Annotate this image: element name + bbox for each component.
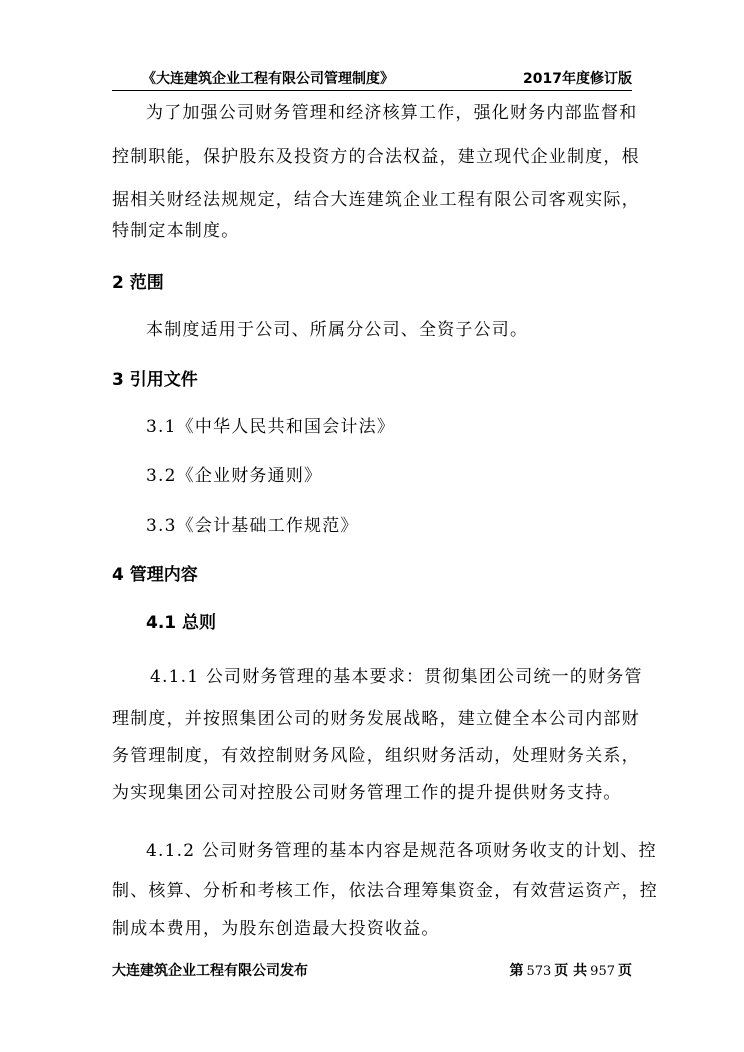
publisher: 大连建筑企业工程有限公司发布 bbox=[112, 963, 308, 979]
reference-item-2: 3.2《企业财务通则》 bbox=[146, 466, 323, 486]
section-2-heading: 2 范围 bbox=[112, 273, 164, 293]
total-pages: 957 bbox=[590, 964, 615, 979]
section-3-heading: 3 引用文件 bbox=[112, 370, 198, 390]
subsection-4-1-heading: 4.1 总则 bbox=[146, 613, 217, 633]
section-4-heading: 4 管理内容 bbox=[112, 565, 198, 585]
p412-line-1: 4.1.2 公司财务管理的基本内容是规范各项财务收支的计划、控 bbox=[146, 841, 657, 861]
page-prefix: 第 bbox=[509, 963, 524, 979]
section-2-text: 本制度适用于公司、所属分公司、全资子公司。 bbox=[146, 320, 529, 340]
p411-line-1: 4.1.1 公司财务管理的基本要求：贯彻集团公司统一的财务管 bbox=[150, 667, 643, 687]
reference-item-3: 3.3《会计基础工作规范》 bbox=[146, 516, 359, 536]
document-title: 《大连建筑企业工程有限公司管理制度》 bbox=[142, 71, 394, 87]
page-mid: 页 共 bbox=[554, 963, 588, 979]
reference-item-1: 3.1《中华人民共和国会计法》 bbox=[146, 417, 396, 437]
p411-line-3: 务管理制度，有效控制财务风险，组织财务活动，处理财务关系， bbox=[112, 746, 640, 766]
page-counter bbox=[509, 960, 632, 980]
page-number: 573 bbox=[526, 964, 552, 979]
page-suffix: 页 bbox=[618, 963, 632, 979]
page-footer bbox=[112, 960, 632, 982]
page-header bbox=[112, 64, 632, 91]
intro-line-1: 为了加强公司财务管理和经济核算工作，强化财务内部监督和 bbox=[146, 103, 638, 123]
intro-line-4: 特制定本制度。 bbox=[112, 221, 240, 241]
intro-line-3: 据相关财经法规规定，结合大连建筑企业工程有限公司客观实际， bbox=[112, 190, 640, 210]
edition-label: 2017年度修订版 bbox=[523, 71, 632, 87]
intro-line-2: 控制职能，保护股东及投资方的合法权益，建立现代企业制度，根 bbox=[112, 147, 640, 167]
p412-line-3: 制成本费用，为股东创造最大投资收益。 bbox=[112, 919, 440, 939]
p412-line-2: 制、核算、分析和考核工作，依法合理筹集资金，有效营运资产，控 bbox=[112, 881, 658, 901]
p411-line-4: 为实现集团公司对控股公司财务管理工作的提升提供财务支持。 bbox=[112, 783, 622, 803]
p411-line-2: 理制度，并按照集团公司的财务发展战略，建立健全本公司内部财 bbox=[112, 709, 640, 729]
